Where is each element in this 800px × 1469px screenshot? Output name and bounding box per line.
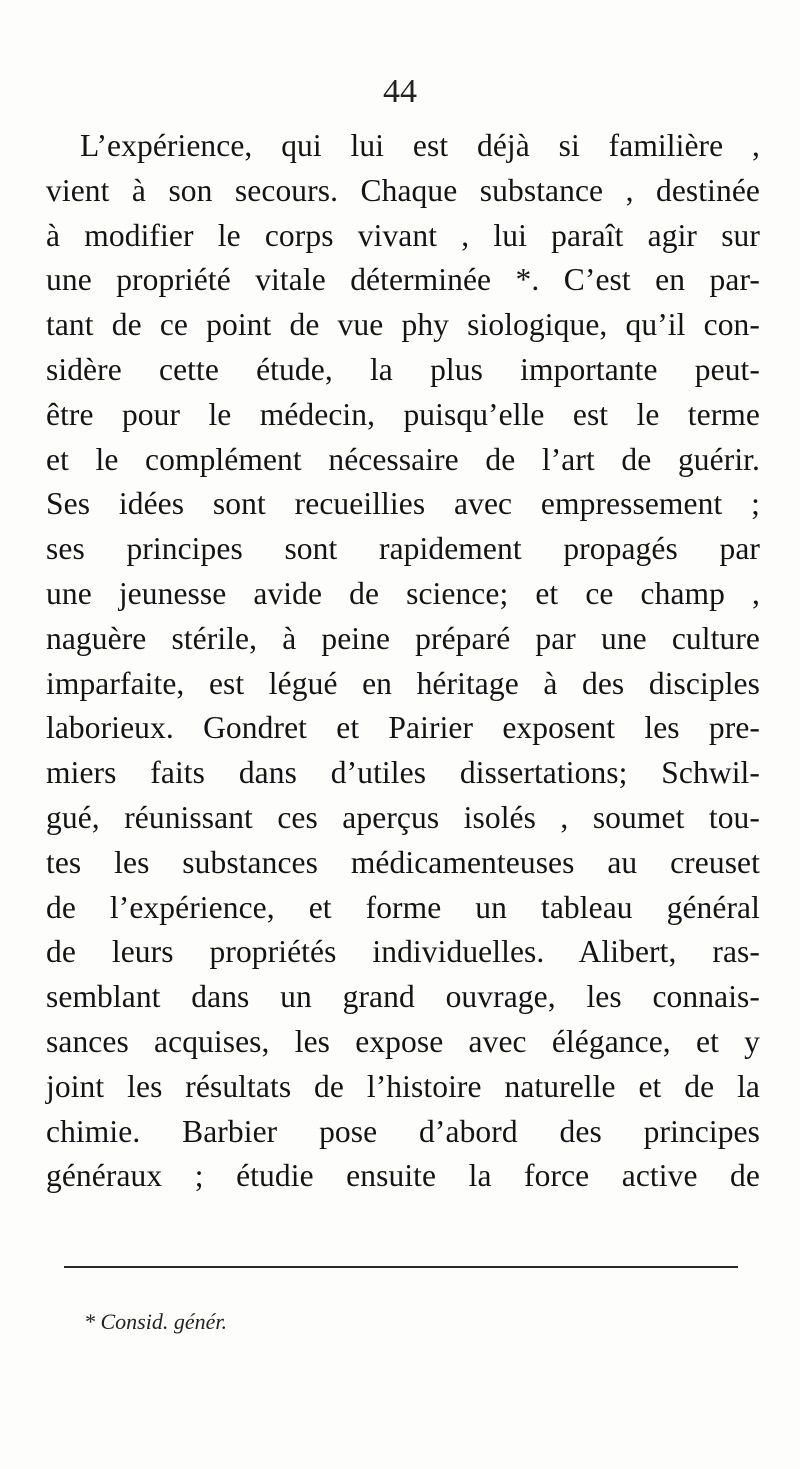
text-line: joint les résultats de l’histoire naturelle et de la xyxy=(46,1068,760,1104)
text-line: de l’expérience, et forme un tableau général xyxy=(46,889,760,925)
footnote-rule xyxy=(64,1266,738,1268)
footnote: * Consid. génér. xyxy=(84,1309,227,1334)
text-line: une jeunesse avide de science; et ce champ , xyxy=(46,575,760,611)
text-line: L’expérience, qui lui est déjà si familière , xyxy=(80,128,760,163)
text-line: gué, réunissant ces aperçus isolés , soumet tou- xyxy=(46,799,760,835)
page-number: 44 xyxy=(383,73,417,110)
text-line: à modifier le corps vivant , lui paraît agir sur xyxy=(46,217,760,253)
text-line: chimie. Barbier pose d’abord des principes xyxy=(46,1113,760,1149)
text-line: vient à son secours. Chaque substance , destinée xyxy=(46,172,760,208)
text-line: Ses idées sont recueillies avec empressement ; xyxy=(46,486,760,522)
text-line: une propriété vitale déterminée *. C’est en par- xyxy=(46,262,760,298)
text-line: de leurs propriétés individuelles. Alibert, ras- xyxy=(46,934,760,970)
text-line: miers faits dans d’utiles dissertations; Schwil- xyxy=(46,755,760,791)
text-line: laborieux. Gondret et Pairier exposent les pre- xyxy=(46,710,760,746)
text-line: sances acquises, les expose avec élégance, et y xyxy=(46,1023,760,1059)
text-line: ses principes sont rapidement propagés par xyxy=(46,531,760,567)
text-line: et le complément nécessaire de l’art de guérir. xyxy=(46,441,760,477)
text-line: être pour le médecin, puisqu’elle est le terme xyxy=(46,396,760,432)
text-line: imparfaite, est légué en héritage à des disciples xyxy=(46,665,760,701)
text-line: sidère cette étude, la plus importante peut- xyxy=(46,351,760,387)
text-line: naguère stérile, à peine préparé par une culture xyxy=(46,620,760,656)
text-line: semblant dans un grand ouvrage, les connais- xyxy=(46,979,760,1015)
body-text xyxy=(46,124,760,1199)
text-line: généraux ; étudie ensuite la force active de xyxy=(46,1158,760,1194)
text-line: tant de ce point de vue phy siologique, qu’il con- xyxy=(46,307,760,343)
text-line: tes les substances médicamenteuses au creuset xyxy=(46,844,760,880)
